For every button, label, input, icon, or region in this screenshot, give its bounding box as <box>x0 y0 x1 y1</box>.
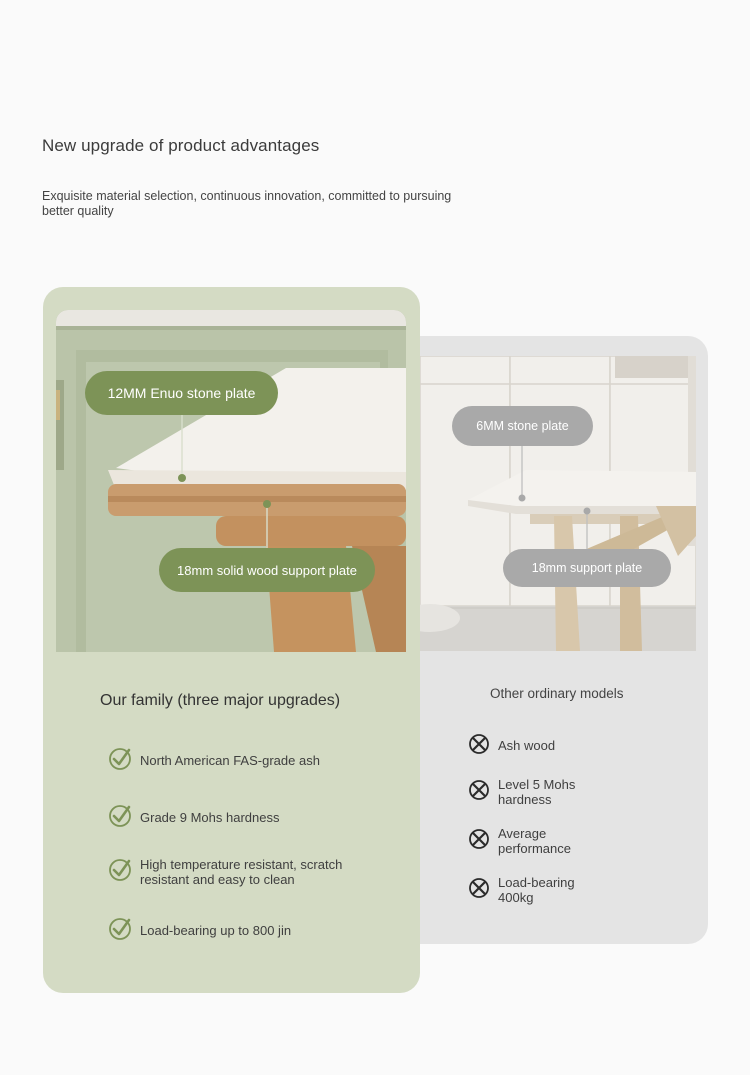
other-feature-text: Level 5 Mohs hardness <box>498 777 576 807</box>
cross-circle-icon <box>468 733 490 760</box>
other-models-photo <box>420 356 696 651</box>
cross-circle-icon <box>468 779 490 806</box>
check-circle-icon <box>108 804 132 833</box>
other-feature-text: Average performance <box>498 826 571 856</box>
our-feature-text: High temperature resistant, scratch resistant and easy to clean <box>140 857 343 887</box>
our-feature-text: North American FAS-grade ash <box>140 753 320 769</box>
our-feature-item <box>108 917 291 946</box>
cross-circle-icon <box>468 877 490 904</box>
our-feature-text: Grade 9 Mohs hardness <box>140 810 280 826</box>
other-top-layer-label: 6MM stone plate <box>452 406 593 446</box>
other-feature-text: Load-bearing 400kg <box>498 875 575 905</box>
our-feature-text: Load-bearing up to 800 jin <box>140 923 292 939</box>
our-feature-item <box>108 804 279 833</box>
other-feature-item <box>468 827 578 856</box>
other-feature-text: Ash wood <box>498 738 556 754</box>
other-section-title: Other ordinary models <box>490 686 624 701</box>
other-feature-item <box>468 778 578 807</box>
our-stone-plate-label: 12MM Enuo stone plate <box>85 371 278 415</box>
page-headline: New upgrade of product advantages <box>42 136 320 155</box>
check-circle-icon <box>108 858 132 887</box>
other-feature-item <box>468 876 584 905</box>
our-feature-item <box>108 858 358 887</box>
our-section-title: Our family (three major upgrades) <box>100 692 341 709</box>
our-feature-item <box>108 747 320 776</box>
page-subtitle: Exquisite material selection, continuous innovation, committed to pursuing better quality <box>42 189 452 218</box>
check-circle-icon <box>108 917 132 946</box>
our-family-photo <box>56 310 406 652</box>
other-support-layer-label: 18mm support plate <box>503 549 671 587</box>
our-wood-plate-label: 18mm solid wood support plate <box>159 548 375 592</box>
check-circle-icon <box>108 747 132 776</box>
cross-circle-icon <box>468 828 490 855</box>
other-feature-item <box>468 733 555 760</box>
